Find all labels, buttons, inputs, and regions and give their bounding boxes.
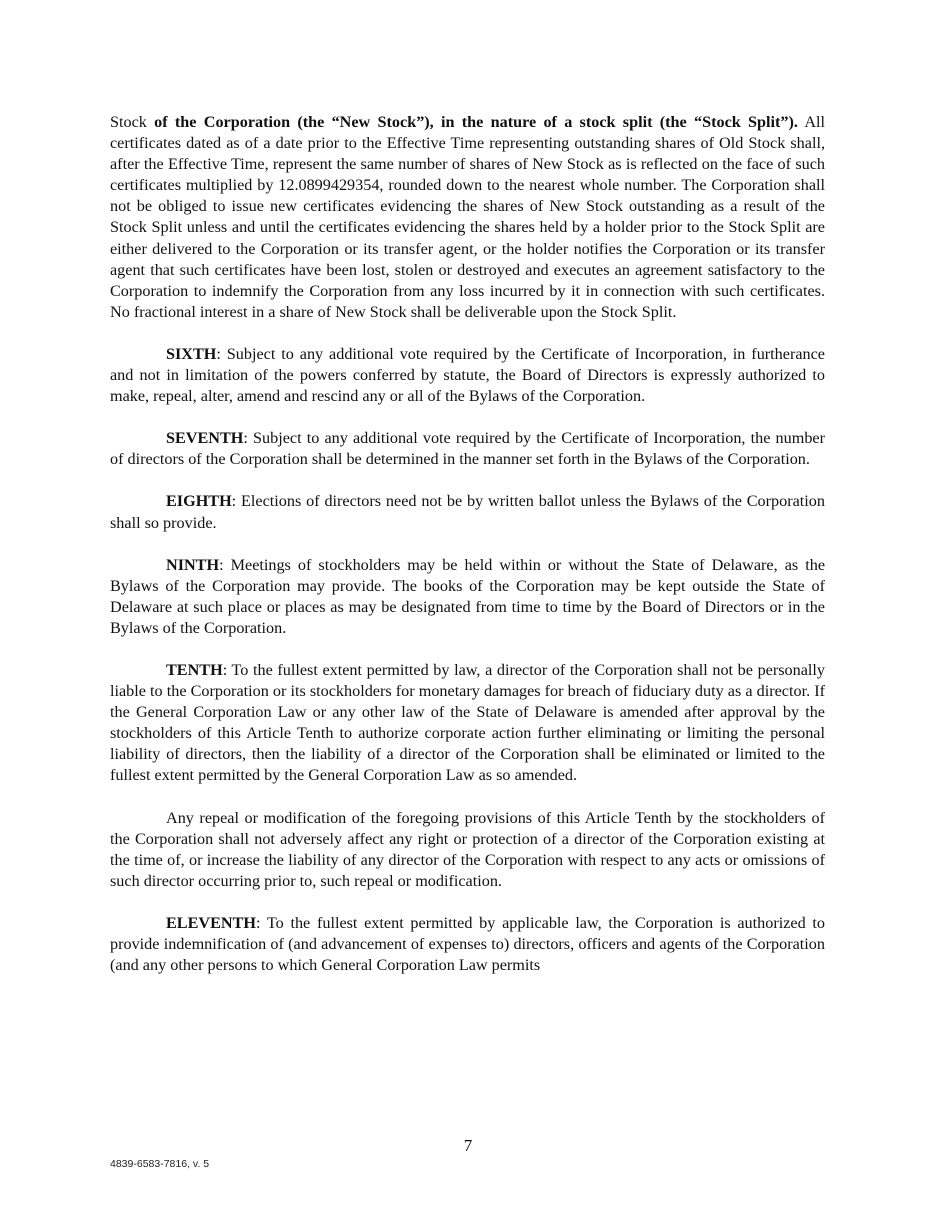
paragraph-lead: Stock xyxy=(110,113,155,131)
article-text: : To the fullest extent permitted by law, a director of the Corporation shall not be personally liable to the Corporation or its stockholders for monetary damages for breach of fiduciary duty as a director. If the General Corporation Law or any other law of the State of Delaware is amended after approval by the stockholders of this Article Tenth to authorize corporate action further eliminating or limiting the personal liability of directors, then the liability of a director of the Corporation shall be eliminated or limited to the fullest extent permitted by the General Corporation Law as so amended. xyxy=(110,660,825,785)
paragraph-stock-split xyxy=(110,112,825,323)
article-ninth xyxy=(110,555,825,639)
article-heading: ELEVENTH xyxy=(166,913,256,932)
article-text: : To the fullest extent permitted by applicable law, the Corporation is authorized to provide indemnification of (and advancement of expenses to) directors, officers and agents of the Corporation (and any other persons to which General Corporation Law permits xyxy=(110,913,825,975)
article-heading: TENTH xyxy=(166,660,223,679)
article-heading: SIXTH xyxy=(166,344,217,363)
article-seventh xyxy=(110,428,825,470)
article-tenth-continued xyxy=(110,808,825,892)
article-heading: NINTH xyxy=(166,555,220,574)
article-text: : Meetings of stockholders may be held within or without the State of Delaware, as the Bylaws of the Corporation may provide. The books of the Corporation may be kept outside the State of Delaware at such place or places as may be designated from time to time by the Board of Directors or in the Bylaws of the Corporation. xyxy=(110,555,825,637)
article-text: : Subject to any additional vote required by the Certificate of Incorporation, in furtherance and not in limitation of the powers conferred by statute, the Board of Directors is expressly authorized to make, repeal, alter, amend and rescind any or all of the Bylaws of the Corporation. xyxy=(110,344,825,406)
article-eleventh xyxy=(110,913,825,976)
article-eighth xyxy=(110,491,825,533)
article-sixth xyxy=(110,344,825,407)
new-stock-definition: of the Corporation (the “New Stock”), in the nature of a stock split (the “Stock Split”). xyxy=(154,113,798,131)
page-number: 7 xyxy=(463,1136,473,1155)
document-id: 4839-6583-7816, v. 5 xyxy=(110,1158,210,1170)
article-text: : Subject to any additional vote required by the Certificate of Incorporation, the number of directors of the Corporation shall be determined in the manner set forth in the Bylaws of the Corporation. xyxy=(110,429,825,469)
paragraph-text: All certificates dated as of a date prior to the Effective Time representing outstanding shares of Old Stock shall, after the Effective Time, represent the same number of shares of New Stock as is reflected on the face of such certificates multiplied by 12.0899429354, rounded down to the nearest whole number. The Corporation shall not be obliged to issue new certificates evidencing the shares of New Stock outstanding as a result of the Stock Split unless and until the certificates evidencing the shares held by a holder prior to the Stock Split are either delivered to the Corporation or its transfer agent, or the holder notifies the Corporation or its transfer agent that such certificates have been lost, stolen or destroyed and executes an agreement satisfactory to the Corporation to indemnify the Corporation from any loss incurred by it in connection with such certificates. No fractional interest in a share of New Stock shall be deliverable upon the Stock Split. xyxy=(110,113,826,321)
document-body xyxy=(110,112,825,997)
article-tenth xyxy=(110,660,825,787)
article-text: : Elections of directors need not be by written ballot unless the Bylaws of the Corporation shall so provide. xyxy=(110,492,825,532)
article-heading: SEVENTH xyxy=(166,429,244,448)
article-text: Any repeal or modification of the foregoing provisions of this Article Tenth by the stockholders of the Corporation shall not adversely affect any right or protection of a director of the Corporation existing at the time of, or increase the liability of any director of the Corporation with respect to any acts or omissions of such director occurring prior to, such repeal or modification. xyxy=(110,808,825,890)
article-heading: EIGHTH xyxy=(166,492,232,511)
